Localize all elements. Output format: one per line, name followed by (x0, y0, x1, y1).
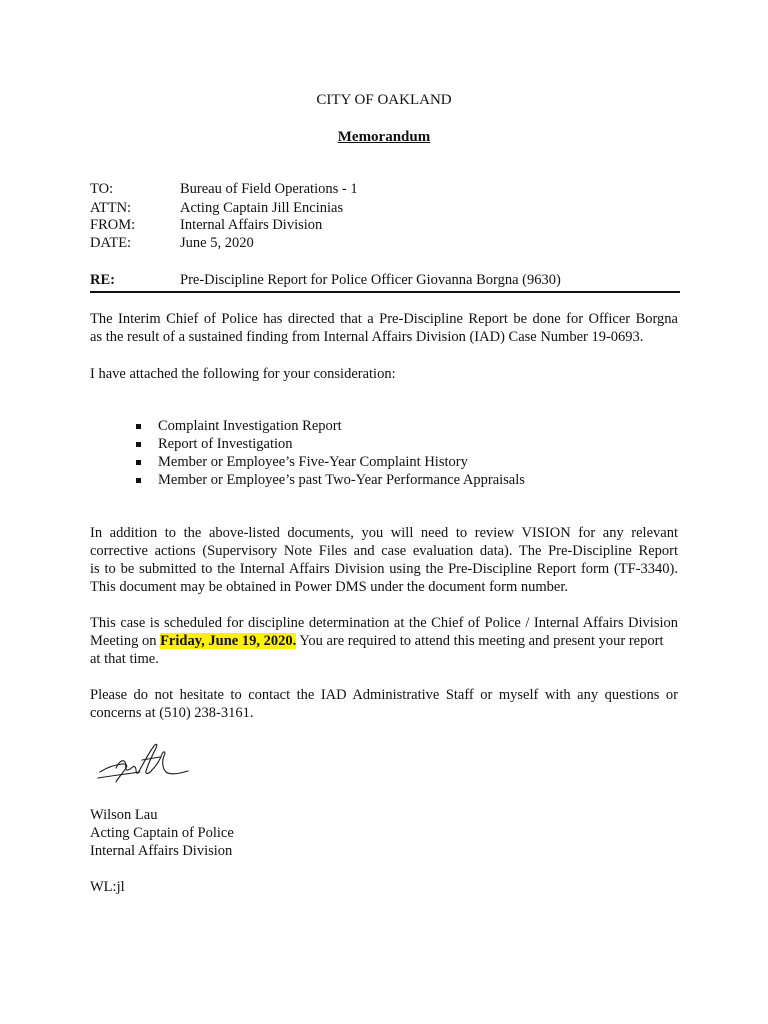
date-label: DATE: (90, 235, 132, 251)
attachment-item: Member or Employee’s past Two-Year Performance Appraisals (136, 471, 525, 489)
attn-value: Acting Captain Jill Encinias (180, 200, 344, 216)
attn-label: ATTN: (90, 200, 132, 216)
signer-name: Wilson Lau (90, 807, 158, 823)
attachment-item: Report of Investigation (136, 435, 525, 453)
re-value: Pre-Discipline Report for Police Officer Giovanna Borgna (9630) (180, 272, 561, 288)
paragraph-attachments-intro (90, 365, 678, 383)
reference-initials: WL:jl (90, 879, 125, 895)
paragraph-line: concerns at (510) 238-3161. (90, 705, 254, 721)
paragraph-line: The Interim Chief of Police has directed that a Pre-Discipline Report be done for Officer Borgna (90, 311, 678, 327)
memo-title: Memorandum (337, 129, 431, 145)
paragraph-line: at that time. (90, 651, 159, 667)
attachment-item: Member or Employee’s Five-Year Complaint History (136, 453, 525, 471)
paragraph-contact (90, 686, 678, 722)
from-label: FROM: (90, 217, 136, 233)
paragraph-line: as the result of a sustained finding from Internal Affairs Division (IAD) Case Number 19-0693. (90, 329, 644, 345)
paragraph-line: Please do not hesitate to contact the IAD Administrative Staff or myself with any questions or (90, 687, 678, 703)
to-value: Bureau of Field Operations - 1 (180, 181, 358, 197)
paragraph-line: corrective actions (Supervisory Note Files and case evaluation data). The Pre-Discipline Report (90, 543, 678, 559)
meeting-prefix: Meeting on (90, 633, 161, 649)
from-value: Internal Affairs Division (180, 217, 323, 233)
re-label: RE: (90, 272, 115, 288)
paragraph-line: I have attached the following for your consideration: (90, 366, 396, 382)
meeting-suffix: You are required to attend this meeting and present your report (296, 633, 664, 649)
to-label: TO: (90, 181, 114, 197)
paragraph-directive (90, 310, 678, 346)
paragraph-line: This document may be obtained in Power DMS under the document form number. (90, 579, 569, 595)
meeting-date-highlight: Friday, June 19, 2020. (160, 633, 297, 649)
signature-block (90, 806, 234, 860)
paragraph-line: This case is scheduled for discipline determination at the Chief of Police / Internal Affairs Division (90, 615, 678, 631)
paragraph-vision-review (90, 524, 678, 596)
signer-division: Internal Affairs Division (90, 843, 233, 859)
paragraph-line-meeting (90, 632, 678, 650)
paragraph-meeting (90, 614, 678, 668)
date-value: June 5, 2020 (180, 235, 254, 251)
subject-divider (90, 291, 680, 293)
handwritten-signature (92, 738, 192, 786)
paragraph-line: In addition to the above-listed documents, you will need to review VISION for any relevant (90, 525, 678, 541)
city-header: CITY OF OAKLAND (316, 92, 452, 108)
signer-title: Acting Captain of Police (90, 825, 234, 841)
attachments-list (136, 417, 525, 489)
paragraph-line: is to be submitted to the Internal Affairs Division using the Pre-Discipline Report form (TF-3340). (90, 561, 678, 577)
attachment-item: Complaint Investigation Report (136, 417, 525, 435)
